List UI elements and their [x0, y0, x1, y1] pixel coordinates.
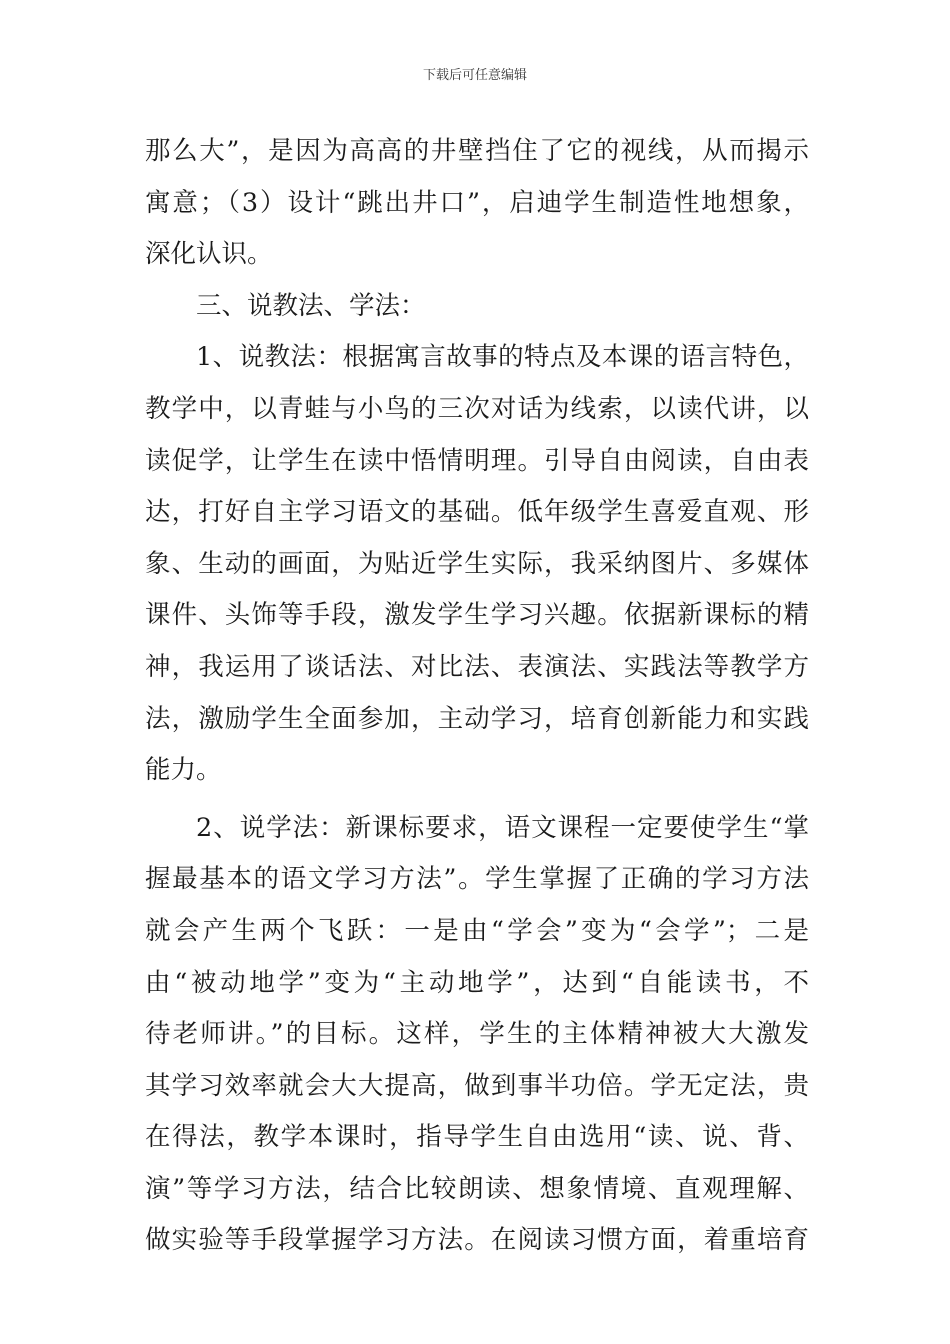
- text-line: 握最基本的语文学习方法”。学生掌握了正确的学习方法: [145, 864, 809, 895]
- text-line: 教学中，以青蛙与小鸟的三次对话为线索，以读代讲，以: [145, 393, 809, 424]
- paragraph-continuation: [145, 126, 809, 281]
- text-line: 寓意；（3）设计“跳出井口”，启迪学生制造性地想象，: [145, 187, 809, 218]
- text-line: 1、说教法：根据寓言故事的特点及本课的语言特色，: [196, 342, 809, 373]
- document-body: [145, 126, 809, 1267]
- text-line: 做实验等手段掌握学习方法。在阅读习惯方面，着重培育: [145, 1225, 809, 1256]
- text-line: 深化认识。: [145, 239, 273, 270]
- paragraph-teaching-method: [145, 332, 809, 796]
- text-line: 神，我运用了谈话法、对比法、表演法、实践法等教学方: [145, 651, 809, 682]
- text-line: 那么大”，是因为高高的井壁挡住了它的视线，从而揭示: [145, 136, 809, 166]
- text-line: 就会产生两个飞跃：一是由“学会”变为“会学”；二是: [145, 915, 809, 946]
- text-line: 2、说学法：新课标要求，语文课程一定要使学生“掌: [196, 812, 809, 843]
- text-line: 法，激励学生全面参加，主动学习，培育创新能力和实践: [145, 703, 809, 734]
- text-line: 由“被动地学”变为“主动地学”，达到“自能读书，不: [145, 967, 809, 998]
- page-header-note: 下载后可任意编辑: [422, 68, 527, 83]
- heading-line: 三、说教法、学法：: [196, 290, 426, 321]
- text-line: 在得法，教学本课时，指导学生自由选用“读、说、背、: [145, 1122, 809, 1153]
- section-heading: [145, 281, 809, 333]
- text-line: 演”等学习方法，结合比较朗读、想象情境、直观理解、: [145, 1173, 809, 1204]
- text-line: 待老师讲。”的目标。这样，学生的主体精神被大大激发: [145, 1019, 809, 1050]
- text-line: 读促学，让学生在读中悟情明理。引导自由阅读，自由表: [145, 445, 809, 476]
- text-line: 课件、头饰等手段，激发学生学习兴趣。依据新课标的精: [145, 600, 809, 631]
- paragraph-learning-method: [145, 803, 809, 1267]
- text-line: 其学习效率就会大大提高，做到事半功倍。学无定法，贵: [145, 1070, 809, 1101]
- text-line: 能力。: [145, 755, 222, 786]
- text-line: 达，打好自主学习语文的基础。低年级学生喜爱直观、形: [145, 497, 809, 528]
- text-line: 象、生动的画面，为贴近学生实际，我采纳图片、多媒体: [145, 548, 809, 579]
